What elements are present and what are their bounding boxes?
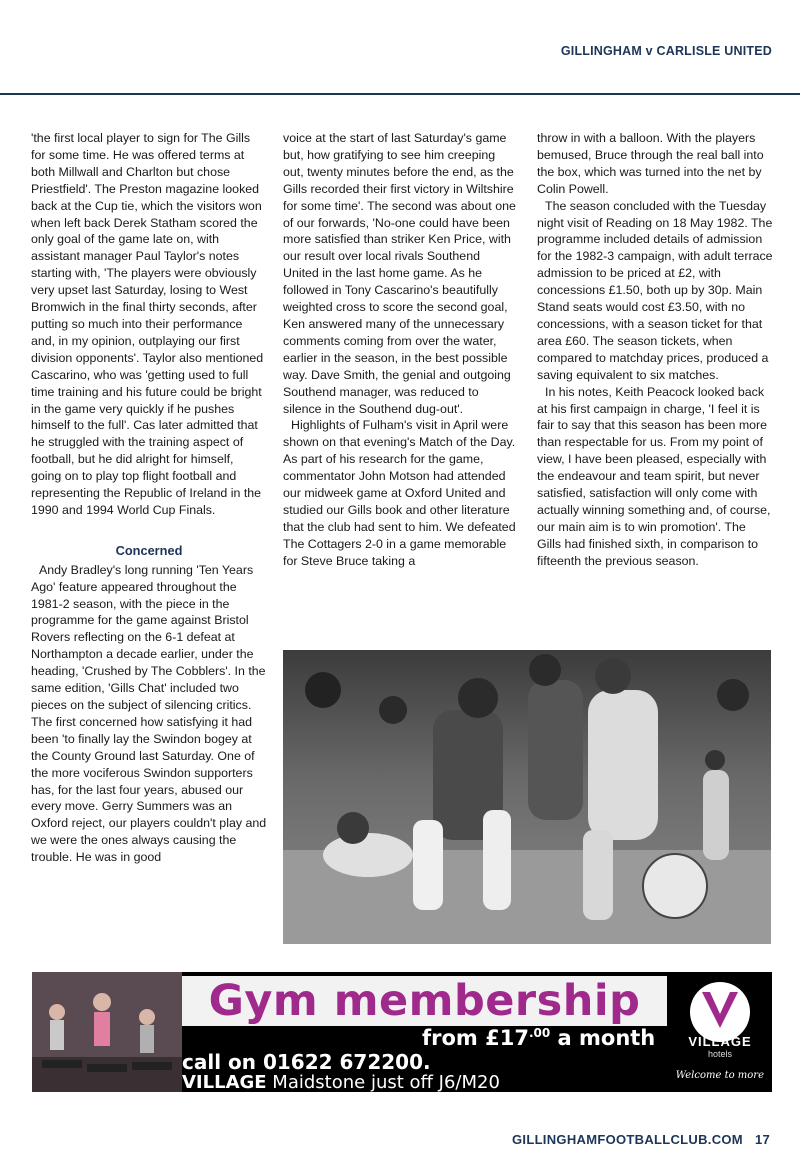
ad-tagline: Welcome to more [675, 1070, 764, 1081]
ad-price-suffix: a month [550, 1026, 656, 1050]
column-2-paragraph-1: voice at the start of last Saturday's game but, how gratifying to see him creeping out, twenty minutes before the end, as the Gills recorded their first victory in Wiltshire for some time'. The second was about one of our forwards, 'No-one could have been more satisfied than striker Ken Price, with our result over local rivals Southend United in the last home game. As he followed in Tony Cascarino's beautifully weighted cross to score the second goal, Ken answered many of the unnecessary comments coming from over the water, earlier in the season, in the best possible way. Dave Smith, the genial and outgoing Southend manager, was reduced to silence in the Southend dug-out'. [283, 131, 516, 416]
ad-price-cents: .00 [528, 1026, 551, 1040]
column-1-paragraph-1: 'the first local player to sign for The Gills for some time. He was offered terms at both Millwall and Charlton but chose Priestfield'. The Preston magazine looked back at the Cup tie, which the visitors won when left back Derek Statham scored the only goal of the game late on, with assistant manager Paul Taylor's notes starting with, 'The players were obviously very upset last Saturday, losing to West Bromwich in the final thirty seconds, after putting so much into their performance and, in my opinion, outplaying our first division opponents'. Taylor also mentioned Cascarino, who was 'getting used to full time training and his future could be bright in the game very quickly if he pushes himself to the full'. Cas later admitted that he struggled with the training aspect of football, but he did alright for himself, going on to play top flight football and representing the Republic of Ireland in the 1990 and 1994 World Cup Finals. [31, 131, 264, 517]
page-header-title: GILLINGHAM v CARLISLE UNITED [560, 44, 772, 58]
subheading-concerned: Concerned [115, 542, 183, 558]
ad-price-prefix: from £17 [422, 1026, 529, 1050]
page-footer [512, 1132, 770, 1147]
village-logo-word: VILLAGE [688, 1034, 752, 1049]
footer-website: GILLINGHAMFOOTBALLCLUB.COM [512, 1132, 743, 1147]
article-column-3 [537, 130, 773, 570]
article-column-2 [283, 130, 517, 570]
column-3-paragraph-2: The season concluded with the Tuesday night visit of Reading on 18 May 1982. The programme included details of admission for the 1982-3 campaign, with adult terrace admission to be priced at £2, with concessions £1.50, both up by 30p. Main Stand seats would cost £3.50, with no concessions, with a season ticket for that area £60. The season tickets, when compared to matchday prices, produced a saving equivalent to six matches. [537, 198, 773, 382]
column-1-paragraph-2: Andy Bradley's long running 'Ten Years Ago' feature appeared throughout the 1981-2 season, with the piece in the programme for the game against Bristol Rovers reflecting on the 6-1 defeat at Northampton a decade earlier, under the heading, 'Crushed by The Cobblers'. In the same edition, 'Gills Chat' included two pieces on the subject of silencing critics. The first concerned how satisfying it had been 'to finally lay the Swindon bogey at the County Ground last Saturday. One of the more vociferous Swindon supporters has, for the last four years, abused our every move. Gerry Summers was an Oxford reject, our players couldn't play and we were the ones always causing the trouble. He was in good [31, 562, 267, 865]
column-2-paragraph-2: Highlights of Fulham's visit in April were shown on that evening's Match of the Day. As part of his research for the game, commentator John Motson had attended our midweek game at Oxford United and studied our Gills book and other literature that the club had sent to him. We defeated The Cottagers 2-0 in a game memorable for Steve Bruce taking a [283, 418, 516, 568]
column-3-paragraph-3: In his notes, Keith Peacock looked back at his first campaign in charge, 'I feel it is fair to say that this season has been more than respectable for us. From my point of view, I have been pleased, especially with the endeavour and team spirit, but never satisfied, satisfaction will only come with actually winning something and, of course, our main aim is to win promotion'. The Gills had finished sixth, in comparison to fifteenth the previous season. [537, 384, 771, 568]
ad-headline: Gym membership [182, 976, 667, 1026]
village-logo-sub: hotels [707, 1049, 733, 1059]
ad-location [182, 1072, 500, 1092]
ad-village-brand: VILLAGE [182, 1072, 267, 1092]
match-photo [283, 650, 771, 944]
page-number: 17 [754, 1132, 770, 1147]
column-3-paragraph-1: throw in with a balloon. With the players bemused, Bruce through the real ball into the box, which was turned into the net by Colin Powell. [537, 131, 764, 196]
ad-phone: call on 01622 672200. [182, 1050, 431, 1074]
gym-class-photo [32, 972, 182, 1092]
gym-membership-advert [32, 972, 772, 1092]
header-rule [0, 93, 800, 95]
article-column-1 [31, 130, 267, 866]
ad-village-location: Maidstone just off J6/M20 [266, 1072, 500, 1092]
ad-price [422, 1026, 655, 1050]
